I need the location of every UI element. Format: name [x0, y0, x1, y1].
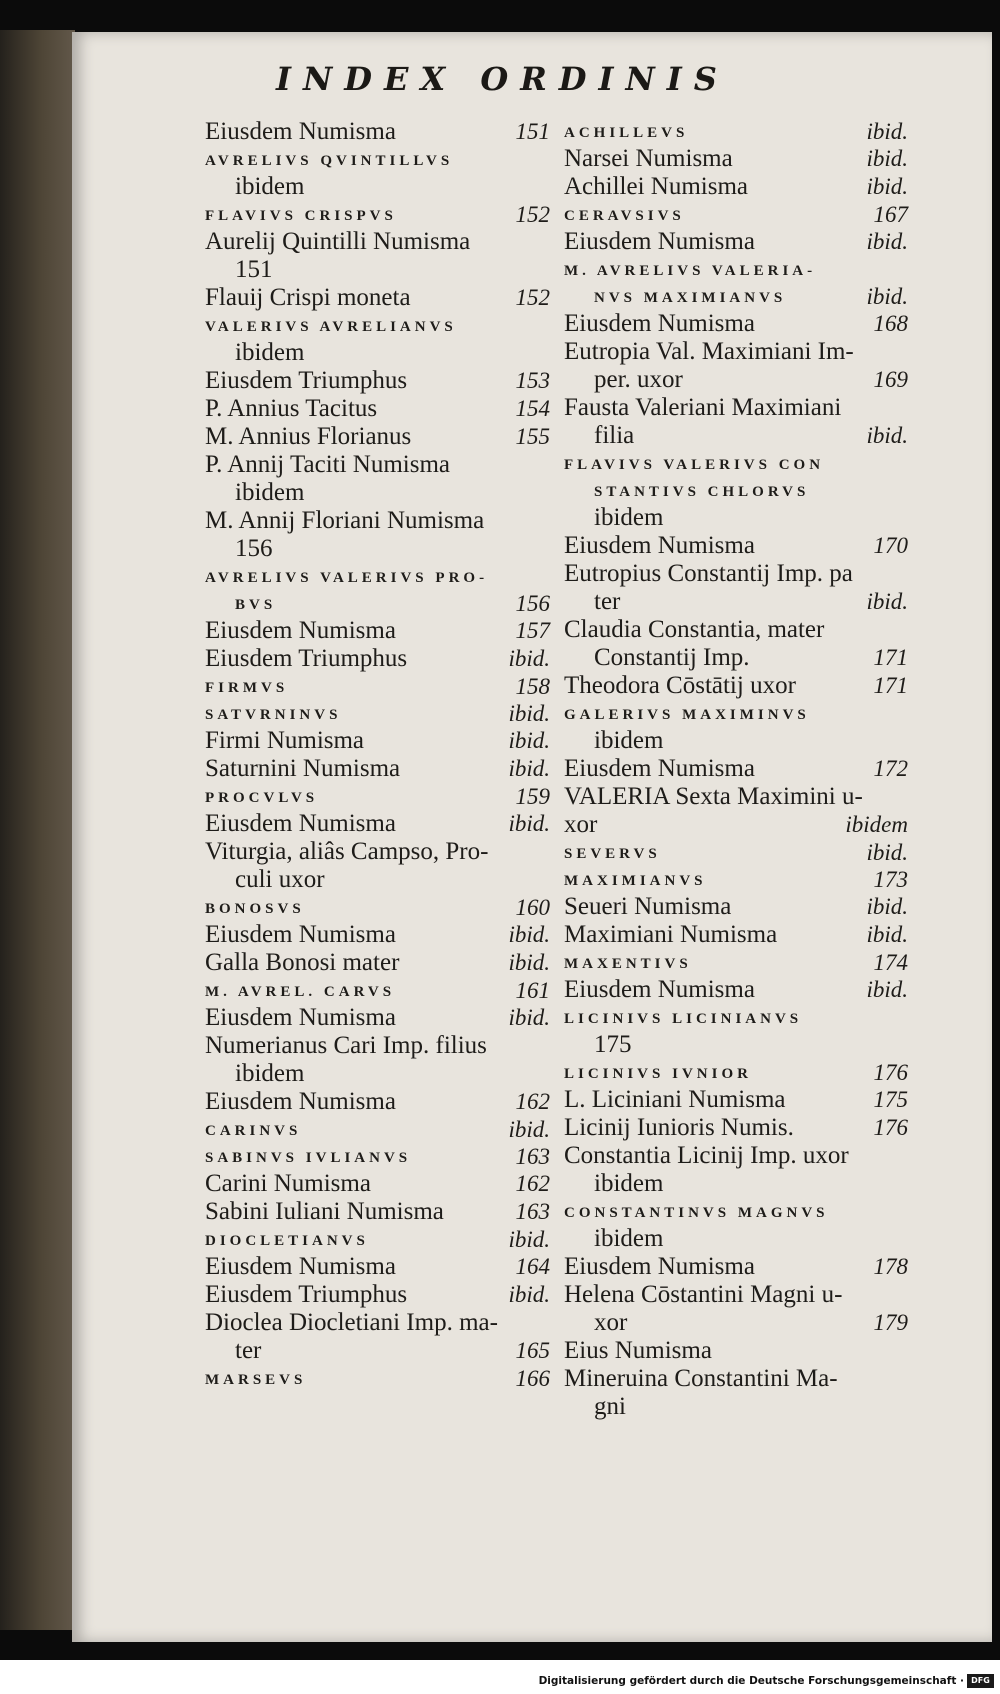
entry-text: Constantia Licinij Imp. uxor [564, 1142, 849, 1169]
index-entry [564, 1031, 908, 1059]
entry-text: ibidem [235, 1060, 305, 1087]
entry-page: 175 [873, 1087, 908, 1112]
index-entry [205, 700, 550, 727]
entry-page: ibid. [508, 728, 550, 753]
footer-credit: Digitalisierung gefördert durch die Deutsche Forschungsgemeinschaft · [538, 1675, 964, 1687]
index-entry [205, 894, 550, 921]
entry-text: P. Annij Taciti Numisma [205, 451, 451, 478]
entry-text: Narsei Numisma [564, 145, 733, 172]
entry-page: 167 [873, 202, 908, 227]
entry-page: ibid. [866, 977, 908, 1002]
entry-page: 158 [515, 674, 550, 699]
index-entry [564, 256, 908, 283]
entry-page: ibid. [866, 229, 908, 254]
entry-text: ibidem [594, 1225, 664, 1252]
entry-text: VALERIA Sexta Maximini u- [564, 783, 863, 810]
index-entry [564, 1393, 908, 1421]
index-entry [564, 1086, 908, 1114]
index-entry [564, 811, 908, 839]
entry-text: CARINVS [205, 1123, 302, 1139]
entry-text: ibidem [235, 479, 305, 506]
entry-text: culi uxor [235, 866, 325, 893]
index-entry [564, 422, 908, 450]
entry-text: NVS MAXIMIANVS [594, 290, 787, 306]
index-entry [564, 700, 908, 727]
index-entry [564, 228, 908, 256]
entry-text: SATVRNINVS [205, 707, 342, 723]
entry-text: M. Annij Floriani Numisma [205, 507, 485, 534]
entry-text: Eiusdem Numisma [205, 617, 396, 644]
index-entry [205, 423, 550, 451]
index-entry [205, 1365, 550, 1392]
entry-text: Viturgia, aliâs Campso, Pro- [205, 838, 489, 865]
index-entry [205, 1281, 550, 1309]
index-entry [564, 450, 908, 477]
entry-page: ibid. [508, 950, 550, 975]
entry-text: ibidem [594, 504, 664, 531]
entry-text: 156 [235, 535, 273, 562]
index-entry [564, 672, 908, 700]
entry-page: 171 [873, 645, 908, 670]
index-entry [564, 783, 908, 811]
entry-page: ibid. [508, 1227, 550, 1252]
entry-page: ibidem [845, 812, 908, 837]
entry-text: xor [564, 811, 598, 838]
entry-text: Eiusdem Numisma [205, 921, 396, 948]
index-entry [564, 1365, 908, 1393]
entry-text: Eiusdem Numisma [564, 755, 755, 782]
entry-page: ibid. [866, 119, 908, 144]
entry-text: Dioclea Diocletiani Imp. ma- [205, 1309, 498, 1336]
index-entry [205, 1032, 550, 1060]
entry-text: Eiusdem Triumphus [205, 1281, 408, 1308]
index-entry [564, 394, 908, 422]
entry-page: 152 [515, 202, 550, 227]
entry-text: M. AVRELIVS VALERIA- [564, 263, 817, 279]
entry-page: 164 [515, 1254, 550, 1279]
entry-page: 161 [515, 978, 550, 1003]
entry-text: MAXENTIVS [564, 956, 692, 972]
index-entry [564, 1059, 908, 1086]
entry-page: 166 [515, 1366, 550, 1391]
index-entry [564, 921, 908, 949]
index-entry [205, 949, 550, 977]
entry-page: ibid. [866, 894, 908, 919]
entry-text: per. uxor [594, 366, 683, 393]
index-entry [205, 201, 550, 228]
entry-page: ibid. [508, 1282, 550, 1307]
entry-text: Helena Cōstantini Magni u- [564, 1281, 843, 1308]
entry-text: Eiusdem Numisma [564, 532, 755, 559]
entry-text: gni [594, 1393, 626, 1420]
entry-text: Eiusdem Numisma [205, 810, 396, 837]
index-entry [205, 228, 550, 256]
index-entry [564, 310, 908, 338]
entry-text: CONSTANTINVS MAGNVS [564, 1205, 829, 1221]
entry-text: Eiusdem Numisma [564, 228, 755, 255]
entry-text: Eiusdem Numisma [564, 976, 755, 1003]
entry-text: SABINVS IVLIANVS [205, 1150, 412, 1166]
entry-text: Constantij Imp. [594, 644, 750, 671]
entry-text: AVRELIVS VALERIVS PRO- [205, 570, 489, 586]
entry-text: DIOCLETIANVS [205, 1233, 369, 1249]
entry-text: Numerianus Cari Imp. filius [205, 1032, 487, 1059]
index-entry [205, 1143, 550, 1170]
index-entry [564, 118, 908, 145]
index-entry [564, 949, 908, 976]
entry-page: 154 [515, 396, 550, 421]
entry-text: Eiusdem Numisma [564, 310, 755, 337]
index-entry [205, 146, 550, 173]
entry-page: ibid. [508, 701, 550, 726]
entry-text: Eiusdem Numisma [205, 1004, 396, 1031]
entry-page: ibid. [508, 922, 550, 947]
entry-text: BVS [235, 597, 277, 613]
entry-text: Eiusdem Numisma [205, 1253, 396, 1280]
index-entry [564, 1142, 908, 1170]
index-entry [205, 977, 550, 1004]
index-entry [205, 339, 550, 367]
entry-page: 170 [873, 533, 908, 558]
entry-page: ibid. [866, 840, 908, 865]
index-entry [564, 1337, 908, 1365]
entry-text: PROCVLVS [205, 790, 319, 806]
entry-text: Eiusdem Numisma [205, 1088, 396, 1115]
entry-text: Claudia Constantia, mater [564, 616, 825, 643]
index-entry [564, 588, 908, 616]
entry-page: ibid. [508, 1117, 550, 1142]
dfg-logo-icon: DFG [967, 1674, 994, 1688]
entry-page: 168 [873, 311, 908, 336]
index-entry [564, 366, 908, 394]
index-entry [205, 1116, 550, 1143]
index-entry [205, 1198, 550, 1226]
index-entry [564, 1170, 908, 1198]
index-entry [205, 535, 550, 563]
entry-page: ibid. [508, 756, 550, 781]
index-column-left [205, 118, 550, 1392]
entry-text: MARSEVS [205, 1372, 307, 1388]
index-entry [205, 173, 550, 201]
entry-text: ter [235, 1337, 262, 1364]
entry-text: M. Annius Florianus [205, 423, 412, 450]
entry-text: Eutropia Val. Maximiani Im- [564, 338, 854, 365]
entry-text: BONOSVS [205, 901, 305, 917]
entry-page: ibid. [866, 922, 908, 947]
entry-text: Eiusdem Numisma [205, 118, 396, 145]
entry-text: Fausta Valeriani Maximiani [564, 394, 842, 421]
book-spine [0, 30, 75, 1630]
index-entry [564, 560, 908, 588]
index-entry [205, 367, 550, 395]
entry-text: Eiusdem Triumphus [205, 367, 408, 394]
index-entry [564, 1114, 908, 1142]
entry-text: AVRELIVS QVINTILLVS [205, 153, 454, 169]
index-entry [564, 644, 908, 672]
entry-page: 162 [515, 1089, 550, 1114]
entry-text: STANTIVS CHLORVS [594, 484, 810, 500]
index-entry [205, 755, 550, 783]
index-entry [205, 563, 550, 590]
entry-page: 163 [515, 1199, 550, 1224]
entry-text: Saturnini Numisma [205, 755, 401, 782]
entry-page: 169 [873, 367, 908, 392]
index-entry [564, 173, 908, 201]
index-entry [205, 866, 550, 894]
entry-text: Achillei Numisma [564, 173, 748, 200]
entry-text: xor [594, 1309, 628, 1336]
entry-text: Licinij Iunioris Numis. [564, 1114, 794, 1141]
index-entry [564, 1253, 908, 1281]
index-entry [564, 145, 908, 173]
index-entry [205, 645, 550, 673]
entry-text: MAXIMIANVS [564, 873, 707, 889]
index-entry [205, 256, 550, 284]
entry-text: Eiusdem Numisma [564, 1253, 755, 1280]
entry-text: Galla Bonosi mater [205, 949, 400, 976]
entry-text: filia [594, 422, 635, 449]
index-entry [205, 617, 550, 645]
entry-text: Eiusdem Triumphus [205, 645, 408, 672]
entry-text: 151 [235, 256, 273, 283]
index-entry [205, 673, 550, 700]
entry-page: 159 [515, 784, 550, 809]
index-entry [205, 1060, 550, 1088]
index-entry [564, 1281, 908, 1309]
entry-text: Sabini Iuliani Numisma [205, 1198, 444, 1225]
entry-page: 165 [515, 1338, 550, 1363]
index-entry [205, 783, 550, 810]
index-entry [564, 532, 908, 560]
index-entry [205, 1088, 550, 1116]
entry-page: ibid. [866, 174, 908, 199]
entry-page: 176 [873, 1060, 908, 1085]
index-entry [564, 1198, 908, 1225]
entry-text: Carini Numisma [205, 1170, 371, 1197]
entry-text: ibidem [235, 173, 305, 200]
index-entry [564, 477, 908, 504]
entry-text: P. Annius Tacitus [205, 395, 378, 422]
entry-text: Seueri Numisma [564, 893, 732, 920]
entry-text: ibidem [594, 727, 664, 754]
entry-text: FLAVIVS CRISPVS [205, 208, 397, 224]
entry-text: Firmi Numisma [205, 727, 365, 754]
entry-page: 171 [873, 673, 908, 698]
entry-page: ibid. [508, 646, 550, 671]
index-entry [205, 1004, 550, 1032]
index-column-right [564, 118, 908, 1421]
entry-text: L. Liciniani Numisma [564, 1086, 786, 1113]
entry-page: ibid. [508, 1005, 550, 1030]
index-entry [564, 201, 908, 228]
entry-page: 152 [515, 285, 550, 310]
index-entry [205, 838, 550, 866]
entry-page: ibid. [508, 811, 550, 836]
entry-page: 156 [515, 591, 550, 616]
entry-page: 155 [515, 424, 550, 449]
entry-page: 151 [515, 119, 550, 144]
page-header: INDEX ORDINIS [276, 60, 729, 98]
index-entry [564, 1225, 908, 1253]
index-entry [564, 893, 908, 921]
index-entry [564, 338, 908, 366]
index-entry [205, 810, 550, 838]
entry-page: 179 [873, 1310, 908, 1335]
entry-page: 160 [515, 895, 550, 920]
entry-page: 173 [873, 867, 908, 892]
entry-page: 153 [515, 368, 550, 393]
entry-text: LICINIVS IVNIOR [564, 1066, 752, 1082]
entry-text: FLAVIVS VALERIVS CON [564, 457, 825, 473]
index-entry [564, 866, 908, 893]
entry-page: 163 [515, 1144, 550, 1169]
entry-page: ibid. [866, 589, 908, 614]
index-entry [564, 616, 908, 644]
entry-text: FIRMVS [205, 680, 289, 696]
index-entry [564, 839, 908, 866]
entry-text: Theodora Cōstātij uxor [564, 672, 796, 699]
index-entry [205, 1226, 550, 1253]
index-entry [205, 312, 550, 339]
entry-page: 176 [873, 1115, 908, 1140]
entry-text: ibidem [594, 1170, 664, 1197]
index-entry [564, 1004, 908, 1031]
entry-page: 178 [873, 1254, 908, 1279]
entry-text: Flauij Crispi moneta [205, 284, 411, 311]
index-entry [205, 395, 550, 423]
entry-text: Eius Numisma [564, 1337, 712, 1364]
entry-text: Mineruina Constantini Ma- [564, 1365, 838, 1392]
entry-page: ibid. [866, 423, 908, 448]
index-entry [564, 504, 908, 532]
index-entry [205, 1253, 550, 1281]
entry-page: ibid. [866, 284, 908, 309]
entry-page: 162 [515, 1171, 550, 1196]
index-entry [205, 118, 550, 146]
entry-text: ACHILLEVS [564, 125, 689, 141]
index-entry [205, 727, 550, 755]
entry-page: 174 [873, 950, 908, 975]
index-entry [564, 727, 908, 755]
index-entry [205, 1309, 550, 1337]
entry-text: Maximiani Numisma [564, 921, 778, 948]
entry-page: 157 [515, 618, 550, 643]
entry-text: VALERIVS AVRELIANVS [205, 319, 457, 335]
index-entry [205, 284, 550, 312]
entry-text: CERAVSIVS [564, 208, 685, 224]
index-entry [205, 1170, 550, 1198]
index-entry [205, 1337, 550, 1365]
entry-text: ibidem [235, 339, 305, 366]
entry-text: ter [594, 588, 621, 615]
index-entry [205, 507, 550, 535]
index-entry [564, 976, 908, 1004]
entry-text: Eutropius Constantij Imp. pa [564, 560, 853, 587]
entry-page: 172 [873, 756, 908, 781]
index-entry [564, 755, 908, 783]
index-entry [205, 451, 550, 479]
entry-text: LICINIVS LICINIANVS [564, 1011, 803, 1027]
entry-text: Aurelij Quintilli Numisma [205, 228, 471, 255]
index-entry [564, 283, 908, 310]
index-entry [205, 479, 550, 507]
entry-text: GALERIVS MAXIMINVS [564, 707, 810, 723]
index-entry [564, 1309, 908, 1337]
index-entry [205, 590, 550, 617]
entry-text: SEVERVS [564, 846, 661, 862]
entry-text: M. AVREL. CARVS [205, 984, 396, 1000]
entry-text: 175 [594, 1031, 632, 1058]
entry-page: ibid. [866, 146, 908, 171]
index-entry [205, 921, 550, 949]
footer-bar [0, 1672, 1000, 1694]
